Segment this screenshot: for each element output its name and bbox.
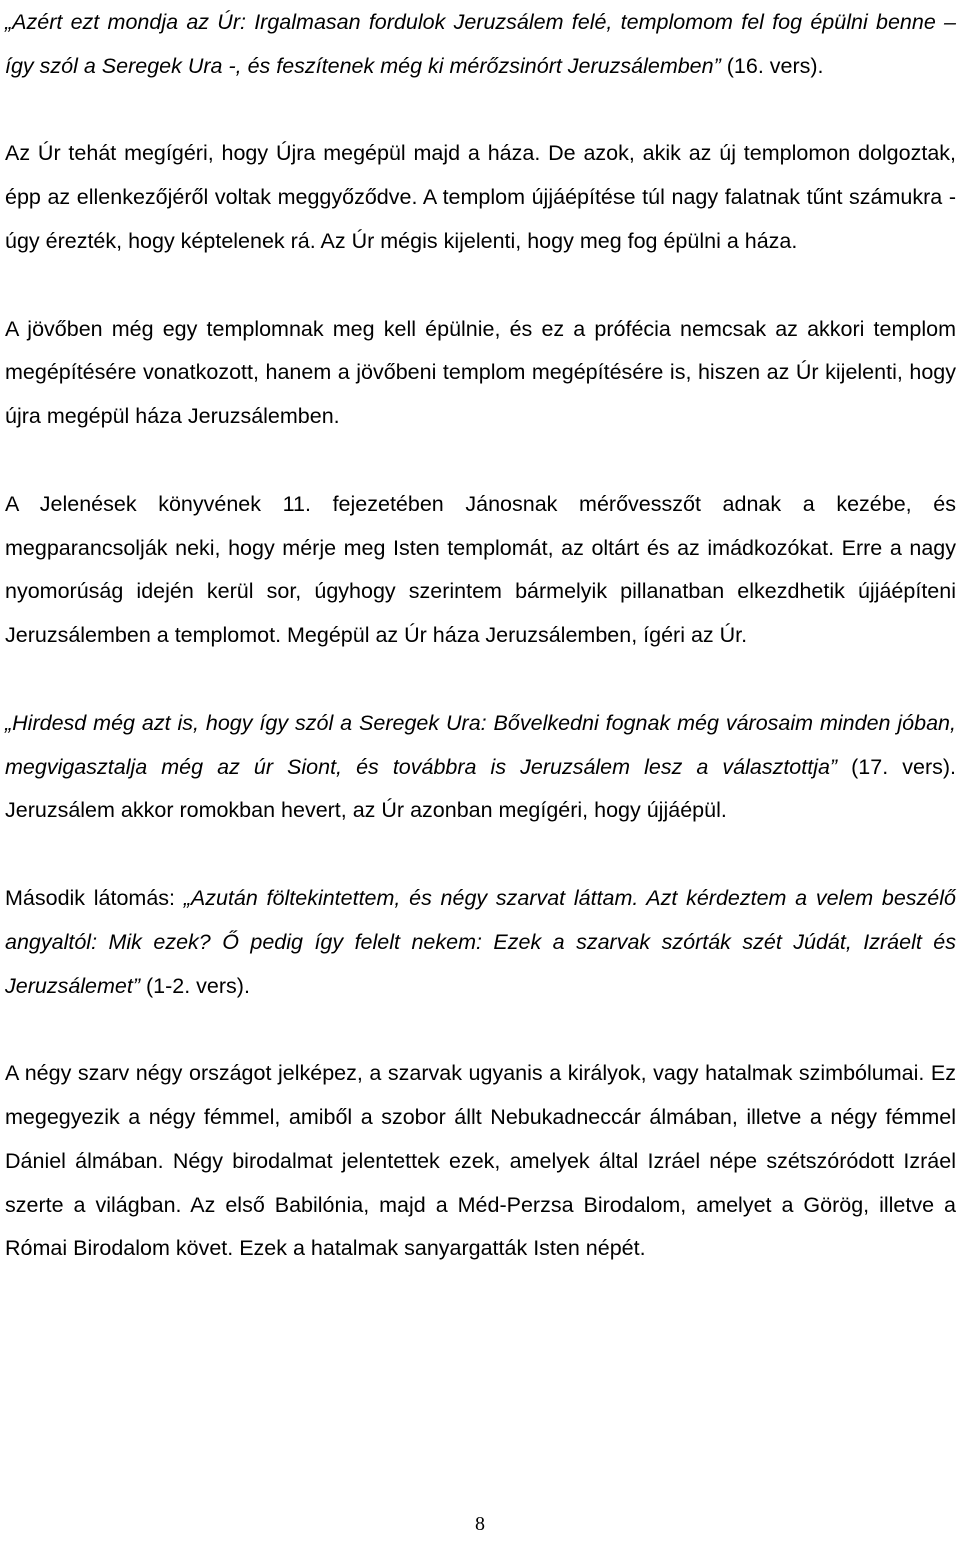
section-lead: Második látomás: — [5, 885, 184, 910]
bible-quote: „Azért ezt mondja az Úr: Irgalmasan fordulok Jeruzsálem felé, templomom fel fog épülni benne – így szól a Seregek Ura -, és feszítenek még ki mérőzsinórt Jeruzsálemben” — [5, 10, 956, 78]
paragraph-zechariah-1-17 — [5, 702, 956, 833]
document-body — [5, 1, 956, 1271]
bible-quote: „Azután föltekintettem, és négy szarvat láttam. Azt kérdeztem a velem beszélő angyaltól: Mik ezek? Ő pedig így felelt nekem: Ezek a szarvak szórták szét Júdát, Izráelt és Jeruzsálemet” — [5, 885, 957, 998]
paragraph-promise: Az Úr tehát megígéri, hogy Újra megépül majd a háza. De azok, akik az új templomon dolgoztak, épp az ellenkezőjéről voltak meggyőződve. A templom újjáépítése túl nagy falatnak tűnt számukra - úgy érezték, hogy képtelenek rá. Az Úr mégis kijelenti, hogy meg fog épülni a háza. — [5, 141, 956, 253]
paragraph-revelation: A Jelenések könyvének 11. fejezetében Jánosnak mérővesszőt adnak a kezébe, és megparancsolják neki, hogy mérje meg Isten templomát, az oltárt és az imádkozókat. Erre a nagy nyomorúság idején kerül sor, úgyhogy szerintem bármelyik pillanatban elkezdhetik újjáépíteni Jeruzsálemben a templomot. Megépül az Úr háza Jeruzsálemben, ígéri az Úr. — [5, 491, 956, 648]
paragraph-second-vision — [5, 877, 956, 1008]
paragraph-zechariah-8-3 — [5, 1, 956, 89]
paragraph-text: (17. vers). Jeruzsálem akkor romokban hevert, az Úr azonban megígéri, hogy újjáépül. — [5, 754, 956, 823]
verse-reference: (16. vers). — [720, 53, 824, 78]
paragraph-four-horns: A négy szarv négy országot jelképez, a szarvak ugyanis a királyok, vagy hatalmak szimbólumai. Ez megegyezik a négy fémmel, amiből a szobor állt Nebukadneccár álmában, illetve a négy fémmel Dániel álmában. Négy birodalmat jelentettek ezek, amelyek által Izráel népe szétszóródott Izráel szerte a világban. Az első Babilónia, majd a Méd-Perzsa Birodalom, amelyet a Görög, illetve a Római Birodalom követ. Ezek a hatalmak sanyargatták Isten népét. — [5, 1061, 956, 1261]
page-number: 8 — [475, 1513, 485, 1535]
paragraph-future-temple: A jövőben még egy templomnak meg kell épülnie, és ez a prófécia nemcsak az akkori templom megépítésére vonatkozott, hanem a jövőbeni templom megépítésére is, hiszen az Úr kijelenti, hogy újra megépül háza Jeruzsálemben. — [5, 316, 956, 429]
bible-quote: „Hirdesd még azt is, hogy így szól a Seregek Ura: Bővelkedni fognak még városaim minden jóban, megvigasztalja még az úr Siont, és továbbra is Jeruzsálem lesz a választottja” — [5, 710, 956, 779]
verse-reference: (1-2. vers). — [140, 973, 250, 998]
